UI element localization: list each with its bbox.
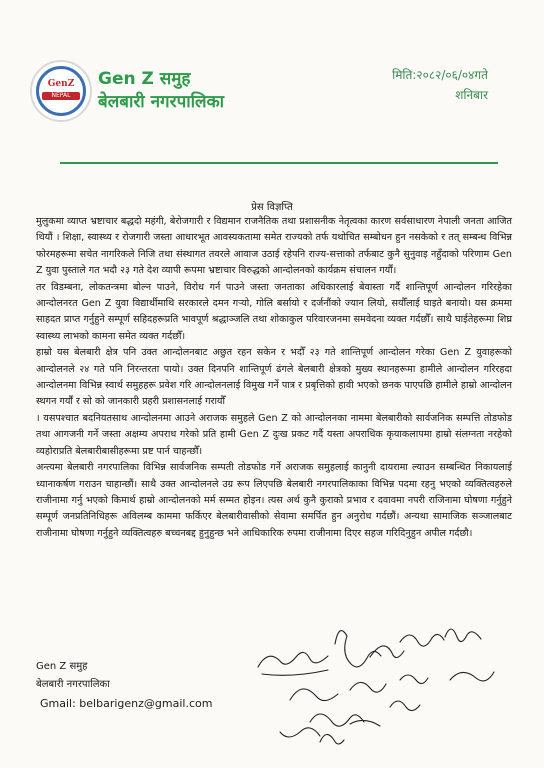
logo (30, 60, 92, 122)
day: शनिबार (455, 88, 488, 102)
signature-org: Gen Z समुह (36, 661, 88, 672)
date: मिति:२०८२/०६/०४गते (392, 68, 488, 82)
logo-genz-text: GenZ (47, 79, 75, 89)
paragraph-5: अन्त्यमा बेलबारी नगरपालिका विभिन्न सार्वजनिक सम्पती तोडफोड गर्ने अराजक समुहलाई कानुनी दायरामा ल्याउन सम्बन्धित निकायलाई ध्यानाकर्षण गराउन चाहान्छौं। साथै उक्त आन्दोलनले उग्र रूप लिएपछि बेलबारी नगरपालिकाका विभिन्न पदमा रहनु भएको व्यक्तित्वहरुले राजीनामा गर्नु भएको किमार्थ हाम्रो आन्दोलनको मर्म सम्मत होइन। त्यस अर्थ कुनै कुराको प्रभाव र दवावमा नपरी राजिनामा घोषणा गर्नुहुने सम्पूर्ण जनप्रतिनिधिहरू अविलम्ब काममा फर्किएर बेलबारीवासीको सेवामा समर्पित हुन अनुरोध गर्दछौं। अन्यथा सामाजिक सञ्जालबाट राजीनामा घोषणा गर्नुहुने व्यक्तित्वहरु बच्चनबद्द हुनुहुन्छ भने आधिकारिक रुपमा राजीनामा दिएर सहज गरिदिनुहुन अपील गर्दछौ। (36, 462, 512, 539)
paragraph-3: हाम्रो यस बेलबारी क्षेत्र पनि उक्त आन्दोलनबाट अछुत रहन सकेन र भदौँ २३ गते शान्तिपूर्ण आन्दोलन गरेका Gen Z युवाहरूको आन्दोलनले २४ गते पनि निरन्तरता पायो। उक्त दिनपनि शान्तिपूर्ण ढंगले बेलबारी क्षेत्रको मुख्य स्थानहरूमा हामीले आन्दोलन गरिरहदा आन्दोलनमा विभिन्न स्वार्थ समुहहरू प्रवेश गरि आन्दोलनलाई विमुख गर्ने पात्र र प्रबृत्तिको हावी भएको छनक पाएपछि हामीले हाम्रो आन्दोलन स्थगन गर्यौं र सो को जानकारी प्रहरी प्रशासनलाई गरायौँ (36, 347, 512, 408)
org-name-en: Gen Z समुह (98, 69, 191, 89)
signature-email: Gmail: belbarigenz@gmail.com (40, 697, 213, 710)
paragraph-4: । यसपश्चात बदनियतसाथ आन्दोलनमा आउने अराजक समुहले Gen Z को आन्दोलनका नाममा बेलबारीको सार्वजनिक सम्पत्ति तोडफोड तथा आगजनी गर्ने जस्ता अक्षम्य अपराध गरेको प्रति हामी Gen Z दुःख प्रकट गर्दै यस्ता अपराधिक कृयाकलापमा हाम्रो संलग्नता नरहेको व्यहोराप्रति बेलबारीबासीहरूमा प्रष्ट पार्न चाहन्छौँ। (36, 412, 512, 457)
header-divider (60, 162, 498, 164)
paragraph-1: मुलुकमा व्याप्त भ्रष्टाचार बद्धदो महंगी, बेरोजगारी र विद्यमान राजनैतिक तथा प्रशासनीक नेतृत्वका कारण सर्वसाधारण नेपाली जनता आजित थियौं । शिक्षा, स्वास्थ्य र रोजगारी जस्ता आधारभूत आवस्यकतामा समेत राज्यको तर्फ यथोचित सम्बोधन हुन नसकेको र तत् सम्बन्ध विभिन्न फोरमहरूमा सचेत नागरिकले निजि तथा संस्थागत तवरले आवाज उठाई रहेपनि राज्य-सत्ताको तर्फबाट कुनै सुनुवाइ नहुँदाको परिणाम Gen Z युवा पुस्ताले गत भदौ २३ गते देश व्यापी रूपमा भ्रष्टाचार विरुद्धको आन्दोलनको कार्यक्रम संचालन गर्यौं। (36, 216, 512, 277)
document-heading: प्रेस विज्ञप्ति (251, 202, 293, 213)
signature-municipality: बेलबारी नगरपालिका (36, 679, 110, 690)
logo-ring (36, 66, 86, 116)
org-name-np: बेलबारी नगरपालिका (98, 92, 225, 112)
document-body (36, 214, 512, 542)
paragraph-2: तर विडम्बना, लोकतन्त्रमा बोल्न पाउने, विरोध गर्न पाउने जस्ता जनताका अधिकारलाई बेवास्ता गर्दै शान्तिपूर्ण आन्दोलन गरिरहेका आन्दोलनरत Gen Z युवा विद्यार्थीमाथि सरकारले दमन गऱ्यो, गोलि बर्सायो र दर्जनौंको ज्यान लियो, सयौँलाई घाइते बनायो। यस क्रममा साहदत प्राप्त गर्नुहुने सम्पूर्ण सहिदहरूप्रति भावपूर्ण श्रद्धाञ्जलि तथा शोकाकुल परिवारजनमा समवेदना व्यक्त गर्दछौँ। साथै घाईतेहरूमा शिघ्र स्वास्थ्य लाभको कामना समेत व्यक्त गर्दछौँ। (36, 281, 512, 342)
handwritten-signatures (250, 612, 500, 762)
logo-nepal-text: NEPAL (42, 92, 80, 100)
